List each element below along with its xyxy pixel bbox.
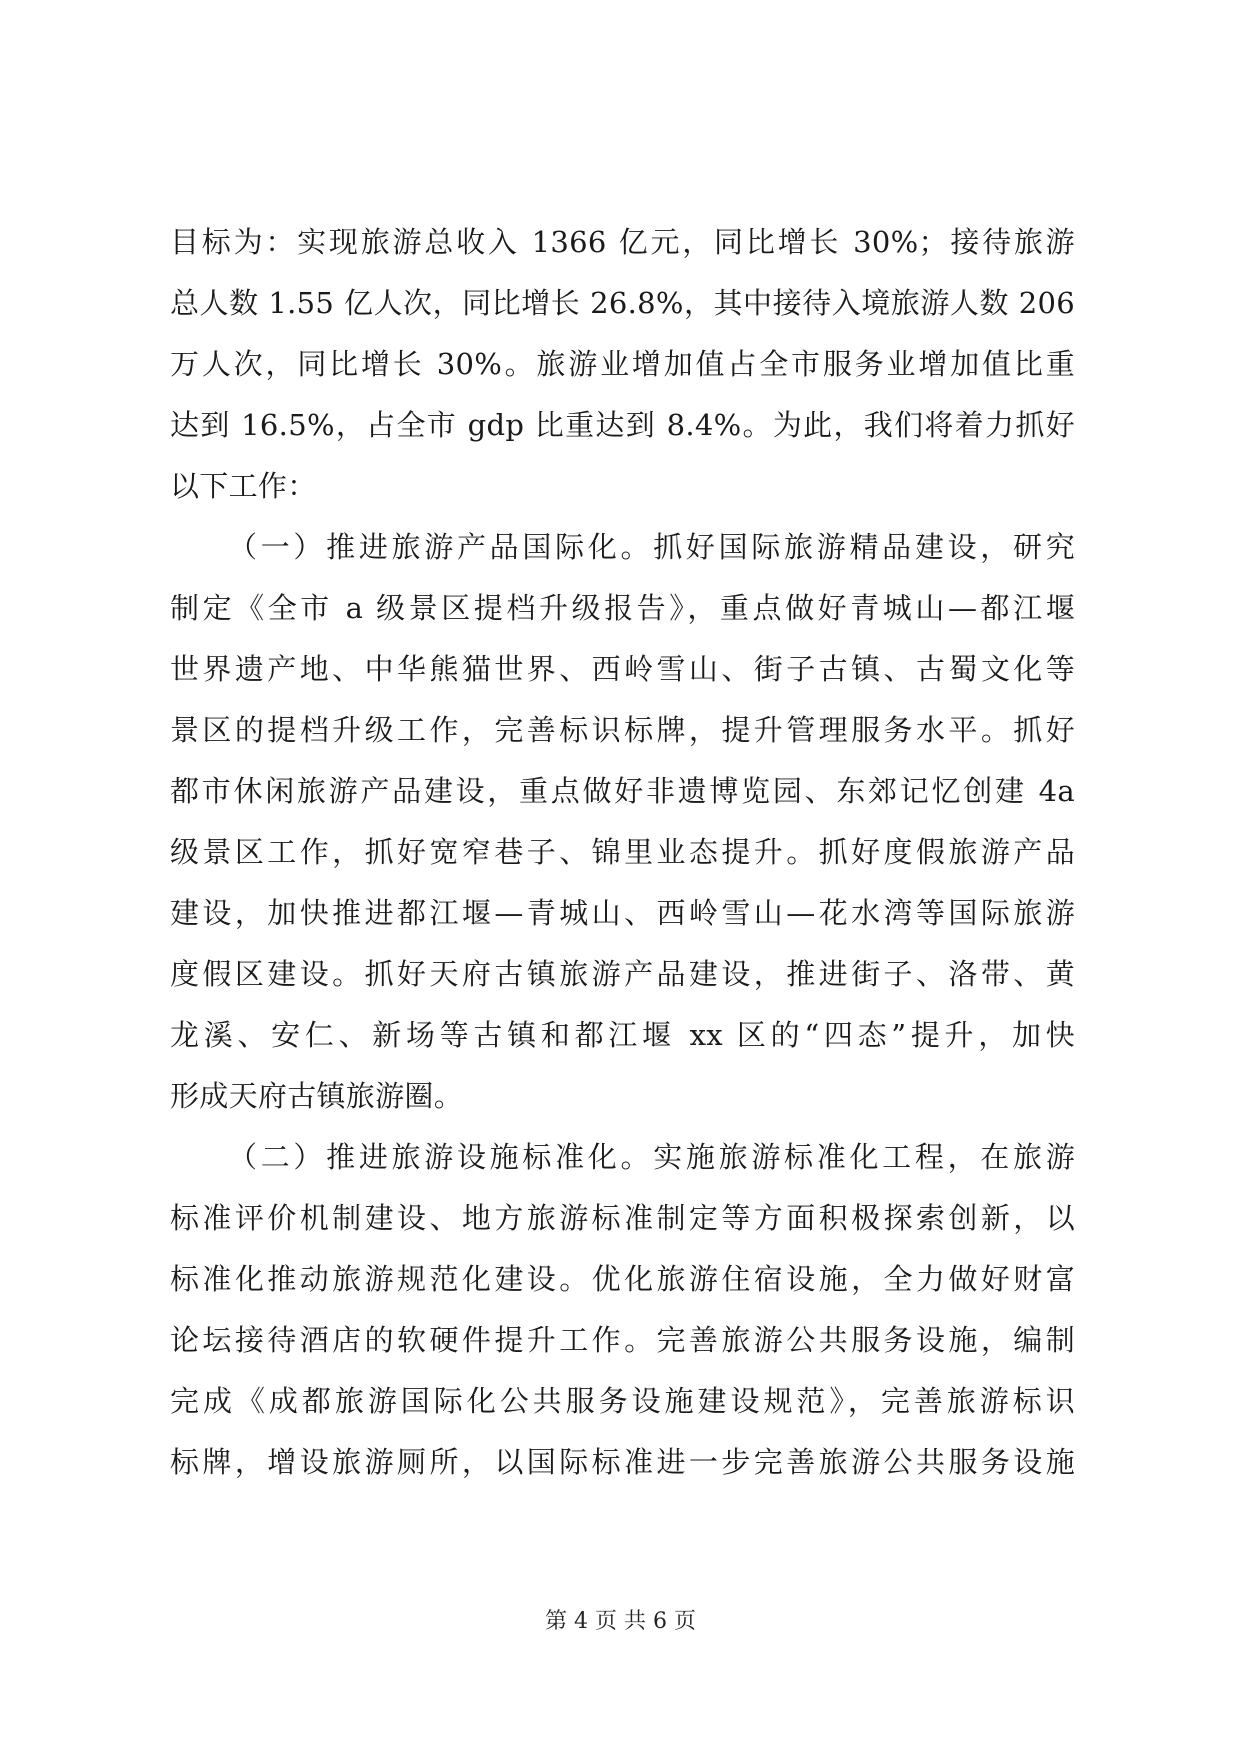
text-line: 标准评价机制建设、地方旅游标准制定等方面积极探索创新，以 xyxy=(170,1201,1075,1235)
text-line: 目标为：实现旅游总收入 1366 亿元，同比增长 30%；接待旅游 xyxy=(170,225,1075,259)
text-line: 度假区建设。抓好天府古镇旅游产品建设，推进街子、洛带、黄 xyxy=(170,957,1075,991)
document-body xyxy=(170,212,1075,1493)
text-line: 形成天府古镇旅游圈。 xyxy=(170,1079,464,1113)
text-line: 都市休闲旅游产品建设，重点做好非遗博览园、东郊记忆创建 4a xyxy=(170,774,1075,808)
text-line: 级景区工作，抓好宽窄巷子、锦里业态提升。抓好度假旅游产品 xyxy=(170,835,1075,869)
text-line: 以下工作： xyxy=(170,469,317,503)
text-line: 龙溪、安仁、新场等古镇和都江堰 xx 区的“四态”提升，加快 xyxy=(170,1018,1075,1052)
text-line: 达到 16.5%，占全市 gdp 比重达到 8.4%。为此，我们将着力抓好 xyxy=(170,408,1075,442)
text-line: （一）推进旅游产品国际化。抓好国际旅游精品建设，研究 xyxy=(228,530,1075,564)
paragraph-facility-standardization xyxy=(170,1127,1075,1493)
paragraph-targets xyxy=(170,212,1075,517)
text-line: 建设，加快推进都江堰—青城山、西岭雪山—花水湾等国际旅游 xyxy=(170,896,1075,930)
text-line: 景区的提档升级工作，完善标识标牌，提升管理服务水平。抓好 xyxy=(170,713,1075,747)
text-line: （二）推进旅游设施标准化。实施旅游标准化工程，在旅游 xyxy=(228,1140,1075,1174)
text-line: 论坛接待酒店的软硬件提升工作。完善旅游公共服务设施，编制 xyxy=(170,1323,1075,1357)
text-line: 完成《成都旅游国际化公共服务设施建设规范》，完善旅游标识 xyxy=(170,1384,1075,1418)
text-line: 万人次，同比增长 30%。旅游业增加值占全市服务业增加值比重 xyxy=(170,347,1075,381)
text-line: 制定《全市 a 级景区提档升级报告》，重点做好青城山—都江堰 xyxy=(170,591,1075,625)
text-line: 标准化推动旅游规范化建设。优化旅游住宿设施，全力做好财富 xyxy=(170,1262,1075,1296)
text-line: 标牌，增设旅游厕所，以国际标准进一步完善旅游公共服务设施 xyxy=(170,1445,1075,1479)
page-number-footer: 第 4 页 共 6 页 xyxy=(545,1609,696,1634)
paragraph-product-internationalization xyxy=(170,517,1075,1127)
text-line: 世界遗产地、中华熊猫世界、西岭雪山、街子古镇、古蜀文化等 xyxy=(170,652,1075,686)
text-line: 总人数 1.55 亿人次，同比增长 26.8%，其中接待入境旅游人数 206 xyxy=(170,286,1075,320)
